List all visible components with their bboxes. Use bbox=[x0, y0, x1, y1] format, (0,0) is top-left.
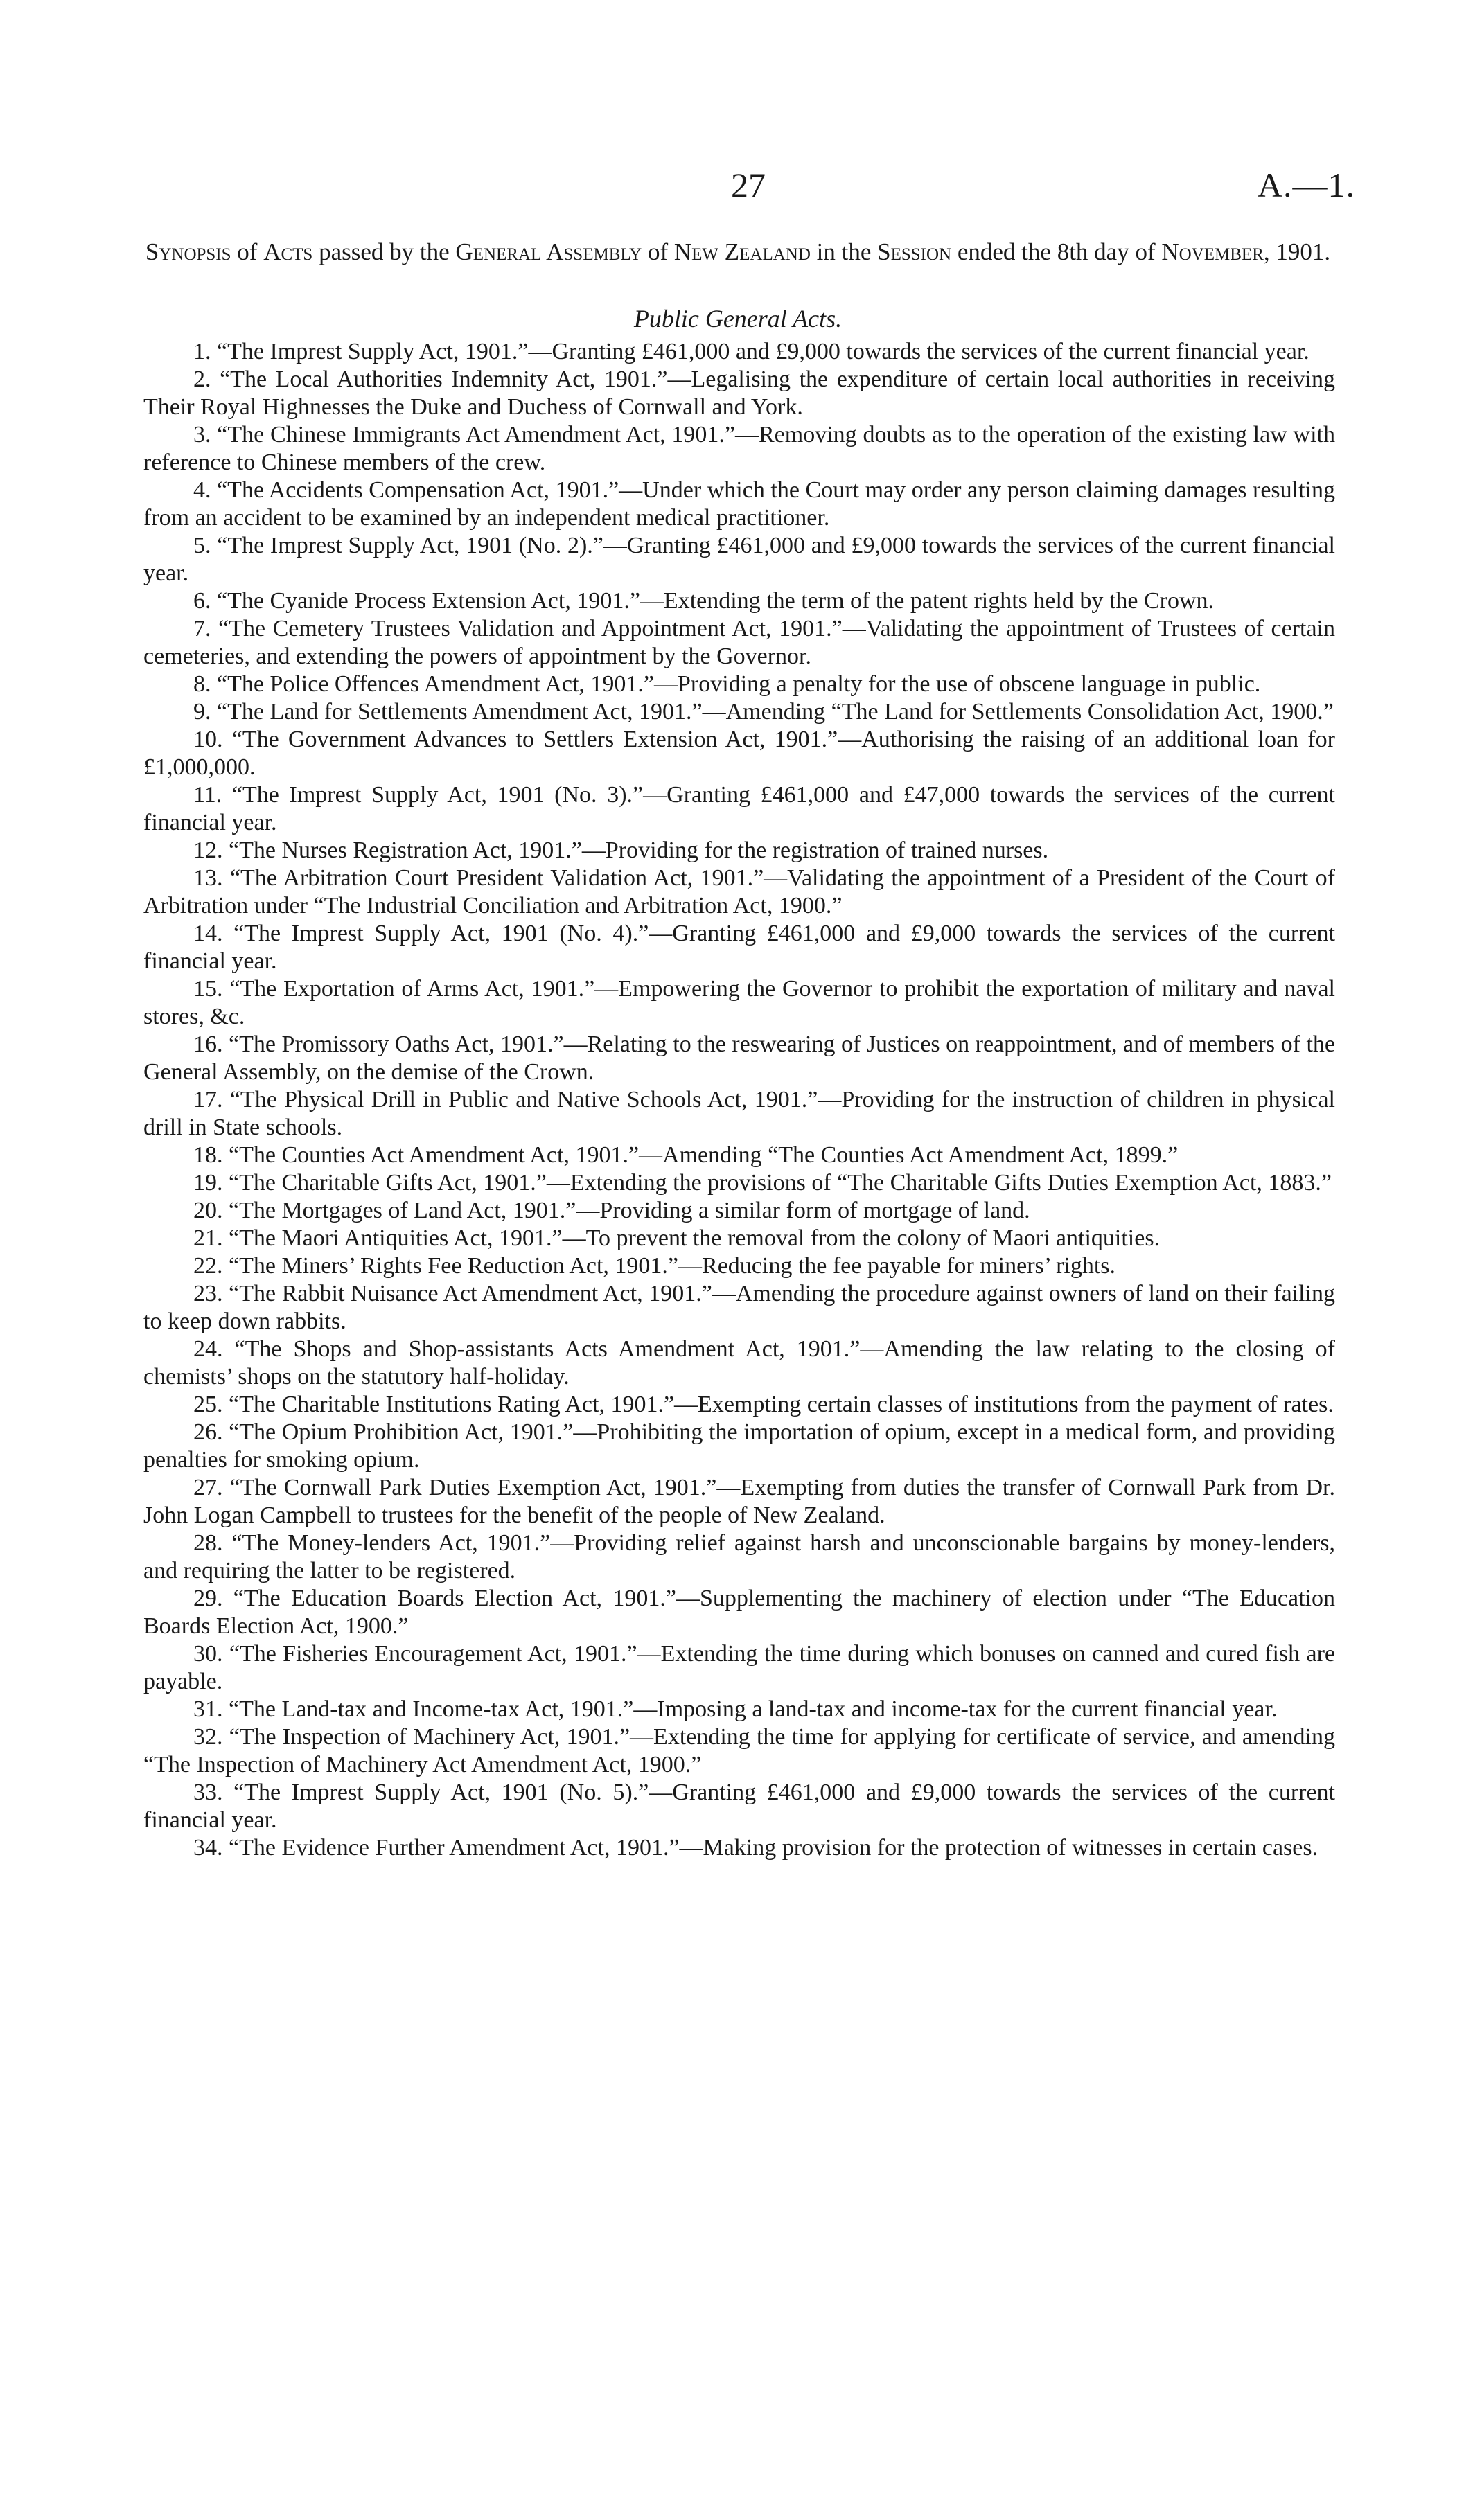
act-entry: 9. “The Land for Settlements Amendment Act, 1901.”—Amending “The Land for Settlements Consolidation Act, 1900.” bbox=[193, 699, 1334, 725]
heading-word: Acts bbox=[263, 238, 313, 265]
section-subtitle: Public General Acts. bbox=[633, 305, 843, 332]
heading-word: passed by the bbox=[319, 238, 450, 265]
act-entry: 27. “The Cornwall Park Duties Exemption Act, 1901.”—Exempting from duties the transfer of Cornwall Park from Dr. John Logan Campbell to trustees for the benefit of the people of New Zealand. bbox=[143, 1475, 1335, 1528]
act-entry: 22. “The Miners’ Rights Fee Reduction Act, 1901.”—Reducing the fee payable for miners’ rights. bbox=[193, 1253, 1116, 1279]
act-entry: 13. “The Arbitration Court President Validation Act, 1901.”—Validating the appointment of a President of the Court of Arbitration under “The Industrial Conciliation and Arbitration Act, 1900.” bbox=[143, 865, 1335, 919]
act-entry: 3. “The Chinese Immigrants Act Amendment Act, 1901.”—Removing doubts as to the operation of the existing law with reference to Chinese members of the crew. bbox=[143, 422, 1335, 475]
act-entry: 16. “The Promissory Oaths Act, 1901.”—Relating to the reswearing of Justices on reappointment, and of members of the General Assembly, on the demise of the Crown. bbox=[143, 1031, 1335, 1085]
heading-word: November, bbox=[1161, 238, 1270, 265]
act-entry: 4. “The Accidents Compensation Act, 1901.”—Under which the Court may order any person claiming damages resulting from an accident to be examined by an independent medical practitioner. bbox=[143, 477, 1335, 531]
act-entry: 17. “The Physical Drill in Public and Native Schools Act, 1901.”—Providing for the instruction of children in physical drill in State schools. bbox=[143, 1087, 1335, 1140]
heading-word: Synopsis bbox=[145, 238, 231, 265]
act-entry: 30. “The Fisheries Encouragement Act, 1901.”—Extending the time during which bonuses on canned and cured fish are payable. bbox=[143, 1641, 1335, 1694]
act-entry: 21. “The Maori Antiquities Act, 1901.”—To prevent the removal from the colony of Maori antiquities. bbox=[193, 1225, 1161, 1251]
act-entry: 29. “The Education Boards Election Act, 1901.”—Supplementing the machinery of election under “The Education Boards Election Act, 1900.” bbox=[143, 1586, 1335, 1639]
act-entry: 34. “The Evidence Further Amendment Act, 1901.”—Making provision for the protection of witnesses in certain cases. bbox=[193, 1835, 1318, 1861]
act-entry: 33. “The Imprest Supply Act, 1901 (No. 5).”—Granting £461,000 and £9,000 towards the services of the current financial year. bbox=[143, 1780, 1335, 1833]
heading-word: General Assembly bbox=[455, 238, 642, 265]
document-reference: A.—1. bbox=[1257, 166, 1355, 204]
act-entry: 24. “The Shops and Shop-assistants Acts Amendment Act, 1901.”—Amending the law relating to the closing of chemists’ shops on the statutory half-holiday. bbox=[143, 1336, 1335, 1390]
heading-word: of bbox=[237, 238, 258, 265]
act-entry: 18. “The Counties Act Amendment Act, 1901.”—Amending “The Counties Act Amendment Act, 1899.” bbox=[193, 1142, 1179, 1168]
acts-list bbox=[143, 338, 1335, 1862]
act-entry: 7. “The Cemetery Trustees Validation and Appointment Act, 1901.”—Validating the appointment of Trustees of certain cemeteries, and extending the powers of appointment by the Governor. bbox=[143, 616, 1335, 669]
act-entry: 1. “The Imprest Supply Act, 1901.”—Granting £461,000 and £9,000 towards the services of the current financial year. bbox=[193, 339, 1309, 364]
act-entry: 19. “The Charitable Gifts Act, 1901.”—Extending the provisions of “The Charitable Gifts Duties Exemption Act, 1883.” bbox=[193, 1170, 1332, 1196]
heading-word: Session bbox=[877, 238, 952, 265]
act-entry: 8. “The Police Offences Amendment Act, 1901.”—Providing a penalty for the use of obscene language in public. bbox=[193, 671, 1261, 697]
act-entry: 10. “The Government Advances to Settlers Extension Act, 1901.”—Authorising the raising of an additional loan for £1,000,000. bbox=[143, 727, 1335, 780]
page-number: 27 bbox=[731, 166, 766, 204]
act-entry: 20. “The Mortgages of Land Act, 1901.”—Providing a similar form of mortgage of land. bbox=[193, 1198, 1030, 1223]
act-entry: 23. “The Rabbit Nuisance Act Amendment Act, 1901.”—Amending the procedure against owners of land on their failing to keep down rabbits. bbox=[143, 1281, 1335, 1334]
act-entry: 12. “The Nurses Registration Act, 1901.”—Providing for the registration of trained nurses. bbox=[193, 837, 1049, 863]
act-entry: 6. “The Cyanide Process Extension Act, 1901.”—Extending the term of the patent rights held by the Crown. bbox=[193, 588, 1215, 614]
act-entry: 28. “The Money-lenders Act, 1901.”—Providing relief against harsh and unconscionable bargains by money-lenders, and requiring the latter to be registered. bbox=[143, 1530, 1335, 1583]
act-entry: 11. “The Imprest Supply Act, 1901 (No. 3).”—Granting £461,000 and £47,000 towards the services of the current financial year. bbox=[143, 782, 1335, 835]
act-entry: 14. “The Imprest Supply Act, 1901 (No. 4).”—Granting £461,000 and £9,000 towards the services of the current financial year. bbox=[143, 921, 1335, 974]
page-heading bbox=[139, 237, 1337, 267]
act-entry: 5. “The Imprest Supply Act, 1901 (No. 2).”—Granting £461,000 and £9,000 towards the services of the current financial year. bbox=[143, 533, 1335, 586]
act-entry: 25. “The Charitable Institutions Rating Act, 1901.”—Exempting certain classes of institutions from the payment of rates. bbox=[193, 1392, 1334, 1417]
act-entry: 26. “The Opium Prohibition Act, 1901.”—Prohibiting the importation of opium, except in a medical form, and providing penalties for smoking opium. bbox=[143, 1419, 1335, 1473]
heading-word: ended the 8th day of bbox=[957, 238, 1156, 265]
heading-word: in the bbox=[816, 238, 872, 265]
heading-word: of bbox=[647, 238, 669, 265]
act-entry: 32. “The Inspection of Machinery Act, 1901.”—Extending the time for applying for certificate of service, and amending “The Inspection of Machinery Act Amendment Act, 1900.” bbox=[143, 1724, 1335, 1777]
heading-word: New Zealand bbox=[673, 238, 811, 265]
act-entry: 2. “The Local Authorities Indemnity Act, 1901.”—Legalising the expenditure of certain local authorities in receiving Their Royal Highnesses the Duke and Duchess of Cornwall and York. bbox=[143, 366, 1335, 420]
act-entry: 15. “The Exportation of Arms Act, 1901.”—Empowering the Governor to prohibit the exportation of military and naval stores, &c. bbox=[143, 976, 1335, 1029]
act-entry: 31. “The Land-tax and Income-tax Act, 1901.”—Imposing a land-tax and income-tax for the current financial year. bbox=[193, 1696, 1278, 1722]
heading-word: 1901. bbox=[1276, 238, 1331, 265]
